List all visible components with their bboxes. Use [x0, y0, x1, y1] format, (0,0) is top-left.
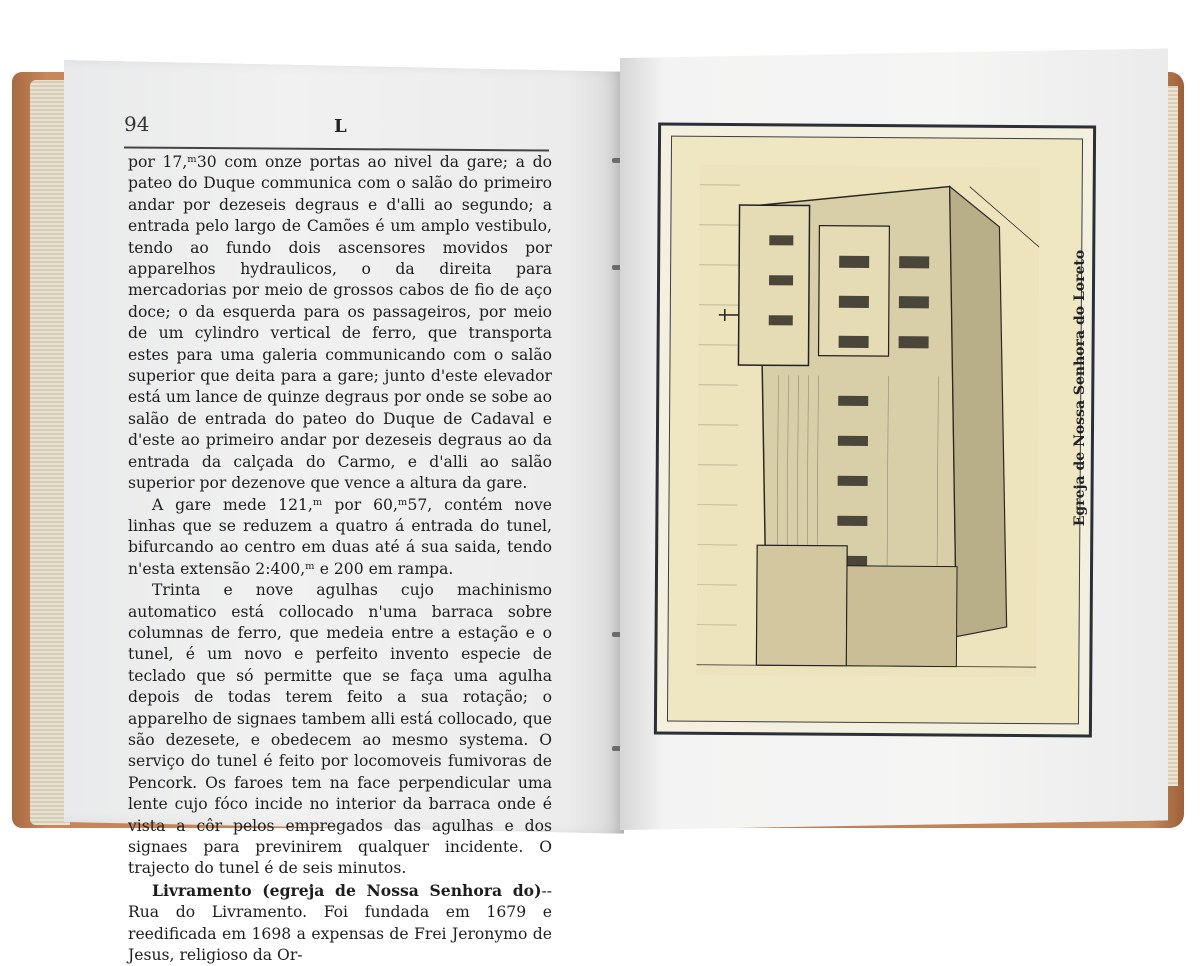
entry-paragraph	[128, 880, 552, 966]
paragraph-1: por 17,ᵐ30 com onze portas ao nivel da gare; a do pateo do Duque communica com o salão do primeiro andar por dezeseis degraus e d'alli ao segundo; a entrada pelo largo de Camões é um amplo vestibulo, tendo ao fundo dois ascensores movidos por apparelhos hydraulicos, o da direita para mercadorias por meio de grossos cabos de fio de aço doce; o da esquerda para os passageiros, por meio de um cylindro vertical de ferro, que transporta estes para uma galeria communicando com o salão superior que deita para a gare; junto d'este elevador está um lance de quinze degraus por onde se sobe ao salão de entrada do pateo do Duque de Cadaval e d'este ao primeiro andar por dezeseis degraus ao da entrada da calçada do Carmo, e d'alli ao salão superior por dezenove que vence a altura da gare.	[128, 152, 552, 495]
plate-caption	[1060, 200, 1090, 580]
paragraph-3: Trinta e nove agulhas cujo machinismo automatico está collocado n'uma barraca sobre columnas de ferro, que medeia entre a estação e o tunel, é um novo e perfeito invento especie de teclado que só permitte que se faça uma agulha depois de todas terem feito a sua rotação; o apparelho de signaes tambem alli está collocado, que são dezesete, e obedecem ao mesmo systema. O serviço do tunel é feito por locomoveis fumivoras de Pencork. Os faroes tem na face perpendicular uma lente cujo fóco incide no interior da barraca onde é vista a côr pelos empregados das agulhas e dos signaes para previnirem qualquer incidente. O trajecto do tunel é de seis minutos.	[128, 580, 552, 880]
plate-caption-text: Egreja de Nossa Senhora do Loreto	[1072, 208, 1088, 568]
entry-title: Livramento (egreja de Nossa Senhora do)	[152, 881, 541, 900]
church-engraving	[696, 165, 1040, 677]
running-head: L	[334, 116, 347, 137]
plate-inner-frame	[667, 136, 1083, 725]
page-number: 94	[124, 112, 149, 136]
plate-frame	[654, 122, 1096, 737]
page-header	[124, 112, 550, 142]
entry-text: --Rua do Livramento. Foi fundada em 1679 e reedificada em 1698 a expensas de Frei Jeronymo de Jesus, religioso da Or-	[128, 882, 552, 964]
left-page-body	[128, 152, 552, 966]
paragraph-2: A gare mede 121,ᵐ por 60,ᵐ57, contém nove linhas que se reduzem a quatro á entrada do tunel, bifurcando ao centro em duas até á sua saida, tendo n'esta extensão 2:400,ᵐ e 200 em rampa.	[128, 495, 552, 581]
